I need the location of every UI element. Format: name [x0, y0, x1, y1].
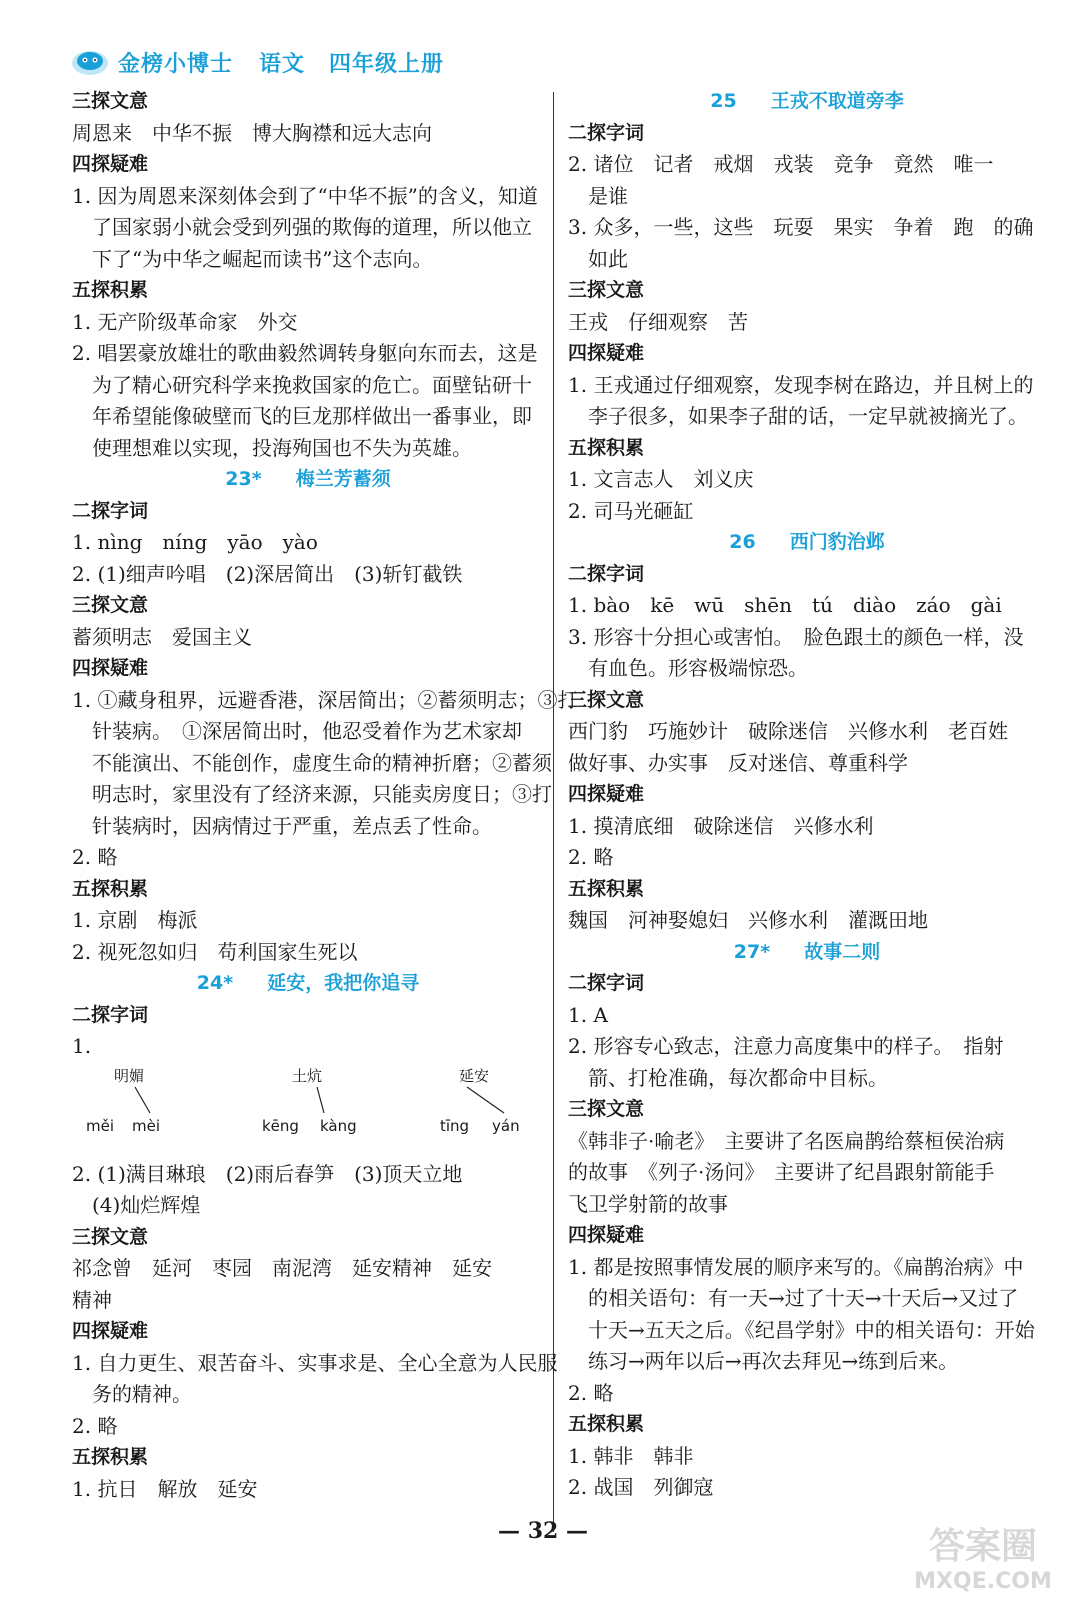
answer-line: 箭、打枪准确，每次都命中目标。: [588, 1065, 888, 1090]
answer-line: 1. 抗日 解放 延安: [72, 1476, 258, 1501]
answer-line: 练习→两年以后→再次去拜见→练到后来。: [588, 1349, 959, 1373]
lesson-number: 27*: [733, 940, 771, 963]
diagram-pinyin: yán: [492, 1116, 520, 1135]
section-heading: 五探积累: [568, 436, 645, 459]
answer-line: 有血色。形容极端惊恐。: [588, 656, 808, 680]
answer-line: 不能演出、不能创作，虚度生命的精神折磨；②蓄须: [92, 750, 552, 775]
answer-line: (4)灿烂辉煌: [92, 1193, 201, 1217]
answer-line: 2. 略: [568, 845, 614, 869]
answer-line: 做好事、办实事 反对迷信、尊重科学: [568, 750, 908, 775]
diagram-pinyin: kēng: [262, 1116, 299, 1135]
answer-line: 1. 王戎通过仔细观察，发现李树在路边，并且树上的: [568, 372, 1034, 397]
answer-line: 使理想难以实现，投海殉国也不失为英雄。: [92, 435, 472, 460]
answer-line: 1. 京剧 梅派: [72, 908, 198, 932]
answer-line: 2. 司马光砸缸: [568, 498, 694, 523]
subject-title: 语文: [259, 51, 306, 77]
lesson-title-23: [72, 464, 544, 496]
section-heading: 三探文意: [568, 279, 645, 301]
section-heading: 三探文意: [72, 594, 149, 616]
section-heading: 三探文意: [72, 1225, 149, 1248]
diagram-word: 延安: [459, 1066, 490, 1085]
answer-line: 3. 众多，一些，这些 玩耍 果实 争着 跑 的确: [568, 215, 1034, 239]
answer-line: 西门豹 巧施妙计 破除迷信 兴修水利 老百姓: [568, 719, 1008, 743]
section-heading: 三探文意: [568, 688, 645, 711]
answer-line: 2. 略: [72, 1413, 118, 1438]
section-heading: 三探文意: [72, 90, 149, 112]
watermark-en: MXQE.COM: [914, 1569, 1052, 1594]
answer-line: 了国家弱小就会受到列强的欺侮的道理，所以他立: [92, 215, 532, 239]
answer-line: 是谁: [588, 183, 628, 208]
answer-line: 魏国 河神娶媳妇 兴修水利 灌溉田地: [568, 908, 928, 932]
diagram-word: 土炕: [292, 1066, 323, 1085]
lesson-name: 西门豹治邺: [789, 531, 885, 553]
answer-line: 蓄须明志 爱国主义: [72, 624, 252, 649]
section-heading: 二探字词: [72, 1003, 149, 1026]
grade-title: 四年级上册: [329, 51, 445, 77]
answer-line: 王戎 仔细观察 苦: [568, 309, 748, 334]
section-heading: 二探字词: [568, 562, 645, 585]
answer-line: 1. 摸清底细 破除迷信 兴修水利: [568, 813, 874, 838]
right-column: [568, 86, 1046, 1504]
answer-line: 十天→五天之后。《纪昌学射》中的相关语句：开始: [588, 1317, 1035, 1342]
section-heading: 二探字词: [568, 972, 645, 994]
left-column: [72, 86, 578, 1505]
answer-line: 2. (1)细声吟唱 (2)深居简出 (3)斩钉截铁: [72, 561, 463, 586]
section-heading: 五探积累: [568, 877, 645, 900]
answer-line: 1. 都是按照事情发展的顺序来写的。《扁鹊治病》中: [568, 1254, 1024, 1279]
answer-line: 3. 形容十分担心或害怕。 脸色跟土的颜色一样，没: [568, 624, 1024, 649]
section-heading: 二探字词: [72, 499, 149, 522]
watermark-logo: [893, 1518, 1073, 1594]
answer-line: 2. 诸位 记者 戒烟 戎装 竞争 竟然 唯一: [568, 152, 994, 176]
lesson-title-26: [568, 527, 1046, 559]
answer-line: 周恩来 中华不振 博大胸襟和远大志向: [72, 120, 432, 145]
section-heading: 四探疑难: [568, 342, 645, 364]
lesson-number: 25: [710, 90, 737, 112]
answer-line: 1. bào kē wū shēn tú diào záo gài: [568, 593, 1002, 617]
section-heading: 五探积累: [72, 1446, 149, 1468]
page-number: — 32 —: [498, 1518, 588, 1544]
answer-line: 的相关语句：有一天→过了十天→十天后→又过了: [588, 1286, 1019, 1310]
diagram-pinyin: měi: [86, 1116, 115, 1135]
answer-line: 明志时，家里没有了经济来源，只能卖房度日；③打: [92, 782, 552, 806]
answer-line: 1. 自力更生、艰苦奋斗、实事求是、全心全意为人民服: [72, 1350, 558, 1375]
lesson-title-24: [72, 968, 544, 1000]
answer-line: 针装病时，因病情过于严重，差点丢了性命。: [92, 813, 492, 838]
answer-line: 1. 无产阶级革命家 外交: [72, 309, 298, 334]
section-heading: 四探疑难: [568, 783, 645, 805]
answer-line: 如此: [588, 246, 628, 271]
answer-line: 2. 唱罢豪放雄壮的歌曲毅然调转身躯向东而去，这是: [72, 341, 538, 365]
answer-line: 1. 文言志人 刘义庆: [568, 467, 754, 491]
answer-line: 1. ①藏身租界，远避香港，深居简出；②蓄须明志；③打: [72, 687, 578, 712]
lesson-number: 24*: [196, 972, 234, 994]
lesson-name: 王戎不取道旁李: [770, 90, 904, 112]
answer-line: 下了“为中华之崛起而读书”这个志向。: [92, 246, 433, 271]
section-heading: 四探疑难: [72, 153, 149, 175]
lesson-name: 延安，我把你追寻: [267, 972, 420, 994]
diagram-pinyin: kàng: [320, 1116, 357, 1135]
answer-line: 2. 形容专心致志，注意力高度集中的样子。 指射: [568, 1034, 1004, 1058]
answer-line: 精神: [72, 1287, 112, 1312]
answer-line: 2. 略: [568, 1380, 614, 1405]
watermark-cn: 答案圈: [928, 1526, 1038, 1567]
answer-line: 为了精心研究科学来挽救国家的危亡。面壁钻研十: [92, 372, 532, 397]
diagram-pinyin: mèi: [132, 1116, 161, 1135]
answer-line: 1. 韩非 韩非: [568, 1443, 694, 1468]
section-heading: 三探文意: [568, 1098, 645, 1120]
answer-line: 祁念曾 延河 枣园 南泥湾 延安精神 延安: [72, 1256, 492, 1280]
brand-title: 金榜小博士: [118, 51, 234, 77]
section-heading: 四探疑难: [568, 1224, 645, 1246]
answer-line: 1. nìng níng yāo yào: [72, 530, 318, 554]
pinyin-choice-diagram: [72, 1063, 544, 1159]
section-heading: 二探字词: [568, 121, 645, 144]
section-heading: 四探疑难: [72, 1320, 149, 1342]
section-heading: 五探积累: [72, 279, 149, 301]
lesson-name: 故事二则: [804, 940, 881, 963]
section-heading: 五探积累: [568, 1413, 645, 1435]
section-heading: 五探积累: [72, 877, 149, 900]
answer-line: 务的精神。: [92, 1382, 192, 1406]
diagram-pinyin: tīng: [440, 1116, 470, 1135]
answer-line: 2. 略: [72, 845, 118, 869]
page-header: [70, 42, 444, 82]
answer-line: 1. A: [568, 1002, 608, 1027]
column-divider: [553, 92, 554, 1532]
answer-line: 的故事 《列子·汤问》 主要讲了纪昌跟射箭能手: [568, 1160, 995, 1184]
answer-line: 李子很多，如果李子甜的话，一定早就被摘光了。: [588, 404, 1028, 428]
lesson-title-27: [568, 937, 1046, 969]
answer-line: 1.: [72, 1034, 92, 1058]
lesson-title-25: [568, 86, 1046, 118]
lesson-name: 梅兰芳蓄须: [295, 468, 391, 490]
answer-line: 2. 战国 列御寇: [568, 1475, 714, 1499]
lesson-number: 26: [729, 531, 756, 553]
section-heading: 四探疑难: [72, 657, 149, 679]
answer-line: 针装病。 ①深居简出时，他忍受着作为艺术家却: [92, 719, 522, 743]
diagram-word: 明媚: [114, 1066, 145, 1085]
answer-line: 2. 视死忽如归 苟利国家生死以: [72, 939, 358, 964]
mascot-logo-icon: [70, 47, 110, 77]
lesson-number: 23*: [225, 468, 262, 490]
answer-line: 年希望能像破壁而飞的巨龙那样做出一番事业，即: [92, 404, 532, 428]
answer-line: 2. (1)满目琳琅 (2)雨后春笋 (3)顶天立地: [72, 1161, 463, 1186]
answer-line: 《韩非子·喻老》 主要讲了名医扁鹊给蔡桓侯治病: [568, 1128, 1005, 1153]
answer-line: 飞卫学射箭的故事: [568, 1191, 728, 1216]
answer-line: 1. 因为周恩来深刻体会到了“中华不振”的含义，知道: [72, 183, 538, 208]
